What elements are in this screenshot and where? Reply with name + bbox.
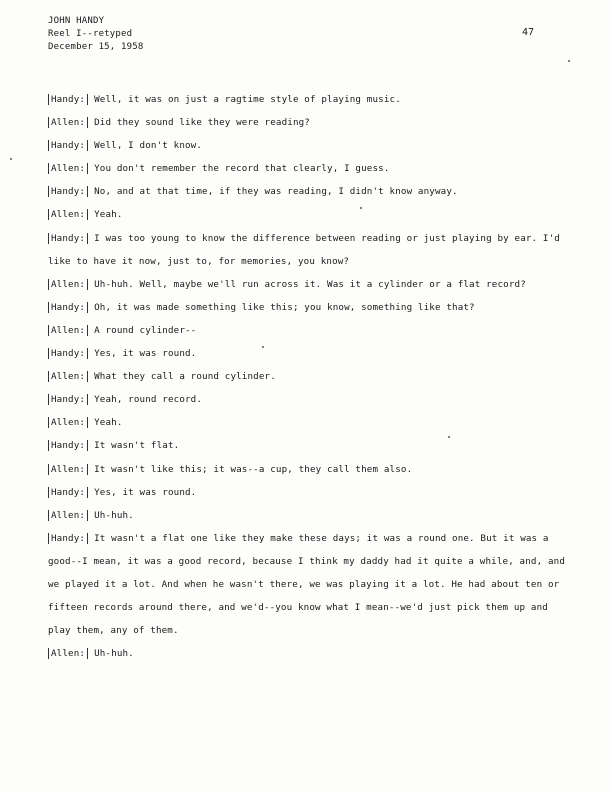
speaker-label: Handy: xyxy=(48,94,88,105)
speaker-label: Allen: xyxy=(48,117,88,128)
interviewee-name: JOHN HANDY xyxy=(48,16,105,26)
transcript-entry xyxy=(48,504,568,527)
transcript-entry xyxy=(48,227,568,273)
transcript-body xyxy=(48,88,568,665)
utterance-text: Uh-huh. Well, maybe we'll run across it. Was it a cylinder or a flat record? xyxy=(94,278,526,290)
speaker-label: Handy: xyxy=(48,186,88,197)
scan-speck xyxy=(262,346,264,348)
transcript-entry xyxy=(48,642,568,665)
document-header xyxy=(48,15,144,54)
utterance-text: You don't remember the record that clearly, I guess. xyxy=(94,163,390,175)
utterance-text: It wasn't flat. xyxy=(94,440,180,452)
transcript-entry xyxy=(48,134,568,157)
scan-speck xyxy=(360,207,362,209)
utterance-text: Yes, it was round. xyxy=(94,348,197,360)
speaker-label: Allen: xyxy=(48,371,88,382)
speaker-label: Allen: xyxy=(48,209,88,220)
page-number: 47 xyxy=(522,27,535,38)
transcript-entry xyxy=(48,319,568,342)
transcript-entry xyxy=(48,411,568,434)
speaker-label: Allen: xyxy=(48,417,88,428)
speaker-label: Handy: xyxy=(48,233,88,244)
transcript-entry xyxy=(48,388,568,411)
speaker-label: Allen: xyxy=(48,648,88,659)
transcript-entry xyxy=(48,180,568,203)
utterance-text: Yeah, round record. xyxy=(94,394,203,406)
transcript-entry xyxy=(48,111,568,134)
speaker-label: Handy: xyxy=(48,487,88,498)
speaker-label: Allen: xyxy=(48,464,88,475)
scan-speck xyxy=(568,60,570,62)
transcript-entry xyxy=(48,458,568,481)
utterance-text: I was too young to know the difference between reading or just playing by ear. I'd like to have it now, just to, for memories, you know? xyxy=(48,232,560,267)
utterance-text: A round cylinder-- xyxy=(94,324,197,336)
speaker-label: Handy: xyxy=(48,440,88,451)
speaker-label: Allen: xyxy=(48,510,88,521)
utterance-text: It wasn't like this; it was--a cup, they call them also. xyxy=(94,463,413,475)
utterance-text: Uh-huh. xyxy=(94,648,134,660)
speaker-label: Handy: xyxy=(48,533,88,544)
interview-date: December 15, 1958 xyxy=(48,42,144,52)
utterance-text: Well, I don't know. xyxy=(94,140,203,152)
utterance-text: Yeah. xyxy=(94,417,123,429)
transcript-entry xyxy=(48,365,568,388)
utterance-text: Well, it was on just a ragtime style of playing music. xyxy=(94,94,401,105)
scan-speck xyxy=(10,158,12,160)
transcript-entry xyxy=(48,157,568,180)
utterance-text: Oh, it was made something like this; you know, something like that? xyxy=(94,301,475,313)
transcript-entry xyxy=(48,296,568,319)
speaker-label: Handy: xyxy=(48,394,88,405)
speaker-label: Allen: xyxy=(48,279,88,290)
utterance-text: Yes, it was round. xyxy=(94,486,197,498)
utterance-text: What they call a round cylinder. xyxy=(94,371,276,383)
speaker-label: Handy: xyxy=(48,140,88,151)
utterance-text: Did they sound like they were reading? xyxy=(94,117,310,129)
utterance-text: Yeah. xyxy=(94,209,123,221)
transcript-entry xyxy=(48,434,568,457)
speaker-label: Allen: xyxy=(48,325,88,336)
transcript-entry xyxy=(48,273,568,296)
transcript-entry xyxy=(48,481,568,504)
reel-label: Reel I--retyped xyxy=(48,29,133,39)
speaker-label: Allen: xyxy=(48,163,88,174)
transcript-entry xyxy=(48,342,568,365)
utterance-text: Uh-huh. xyxy=(94,509,134,521)
transcript-entry xyxy=(48,203,568,226)
transcript-entry xyxy=(48,527,568,642)
utterance-text: It wasn't a flat one like they make these days; it was a round one. But it was a good--I mean, it was a good record, because I think my daddy had it quite a while, and, and we played it a lot. And when he wasn't there, we was playing it a lot. He had about ten or fifteen records around there, and we'd--you know what I mean--we'd just pick them up and play them, any of them. xyxy=(48,532,566,637)
speaker-label: Handy: xyxy=(48,348,88,359)
utterance-text: No, and at that time, if they was reading, I didn't know anyway. xyxy=(94,186,458,198)
speaker-label: Handy: xyxy=(48,302,88,313)
scan-speck xyxy=(448,436,450,438)
transcript-entry xyxy=(48,88,568,111)
